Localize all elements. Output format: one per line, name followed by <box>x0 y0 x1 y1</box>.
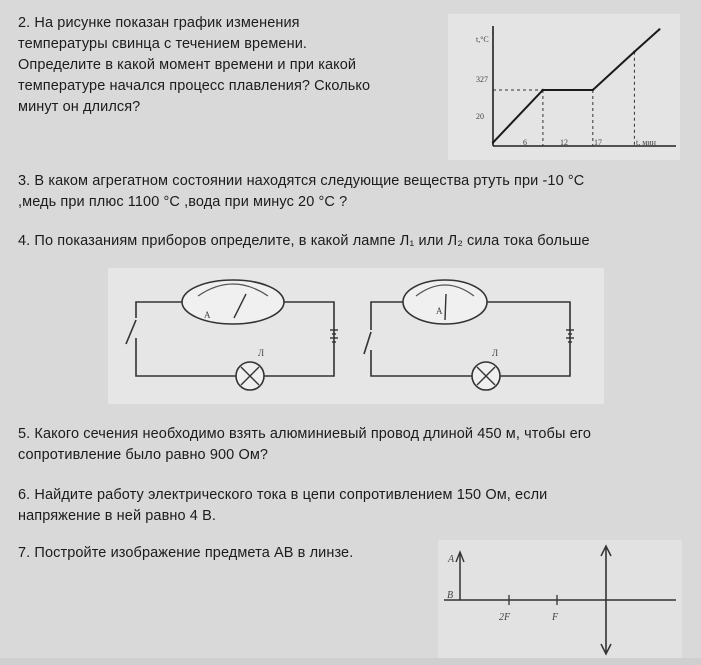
lens-svg <box>438 540 682 658</box>
circuits-background <box>108 268 604 404</box>
question-6 <box>18 485 547 527</box>
question-3 <box>18 171 584 213</box>
temperature-data-point <box>492 141 494 143</box>
graph-x-axis-label: t, мин <box>636 138 656 147</box>
graph-y-axis-label: t,°C <box>476 35 489 44</box>
circuits-svg <box>108 268 604 404</box>
question-3-line: ,медь при плюс 1100 °С ,вода при минус 20 °С ? <box>18 194 348 210</box>
question-4-line: 4. По показаниям приборов определите, в какой лампе Л₁ или Л₂ сила тока больше <box>18 233 590 249</box>
question-5-line: сопротивление было равно 900 Ом? <box>18 447 269 463</box>
question-2-line: Определите в какой момент времени и при какой <box>18 57 357 73</box>
question-5-line: 5. Какого сечения необходимо взять алюминиевый провод длиной 450 м, чтобы его <box>18 426 591 442</box>
graph-x-tick-17: 17 <box>594 138 602 147</box>
temperature-graph-svg <box>448 14 680 160</box>
question-2-line: минут он длился? <box>18 99 141 115</box>
temperature-data-point <box>592 89 594 91</box>
question-7 <box>18 543 353 564</box>
graph-x-tick-6: 6 <box>523 138 527 147</box>
point-b-label: B <box>447 590 454 601</box>
question-4 <box>18 231 590 252</box>
question-5 <box>18 424 591 466</box>
question-6-line: напряжение в ней равно 4 В. <box>18 508 216 524</box>
graph-y-tick-327: 327 <box>476 75 488 84</box>
question-2 <box>18 13 370 118</box>
circuit-1-ammeter-label: А <box>204 310 211 320</box>
label-2f: 2F <box>499 612 511 623</box>
circuit-1-ammeter <box>182 280 284 324</box>
circuits-figure <box>108 268 604 404</box>
point-a-label: A <box>448 554 455 565</box>
graph-x-tick-12: 12 <box>560 138 568 147</box>
lens-background <box>438 540 682 658</box>
question-6-line: 6. Найдите работу электрического тока в цепи сопротивлением 150 Ом, если <box>18 487 548 503</box>
circuit-1-lamp-label: Л <box>258 348 265 358</box>
page-bottom-edge <box>0 658 701 665</box>
graph-y-tick-20: 20 <box>476 112 484 121</box>
temperature-data-point <box>658 28 660 30</box>
circuit-2-ammeter-needle <box>445 294 446 320</box>
question-3-line: 3. В каком агрегатном состоянии находятся следующие вещества ртуть при -10 °С <box>18 173 585 189</box>
temperature-graph <box>448 14 680 160</box>
question-2-line: температуре начался процесс плавления? Сколько <box>18 78 371 94</box>
temperature-data-point <box>542 89 544 91</box>
label-f: F <box>552 612 559 623</box>
lens-figure <box>438 540 682 658</box>
circuit-2-lamp-label: Л <box>492 348 499 358</box>
question-7-line: 7. Постройте изображение предмета АВ в линзе. <box>18 545 354 561</box>
question-2-line: 2. На рисунке показан график изменения <box>18 15 300 31</box>
question-2-line: температуры свинца с течением времени. <box>18 36 308 52</box>
temperature-data-point <box>633 51 635 53</box>
circuit-2-ammeter-label: А <box>436 306 443 316</box>
